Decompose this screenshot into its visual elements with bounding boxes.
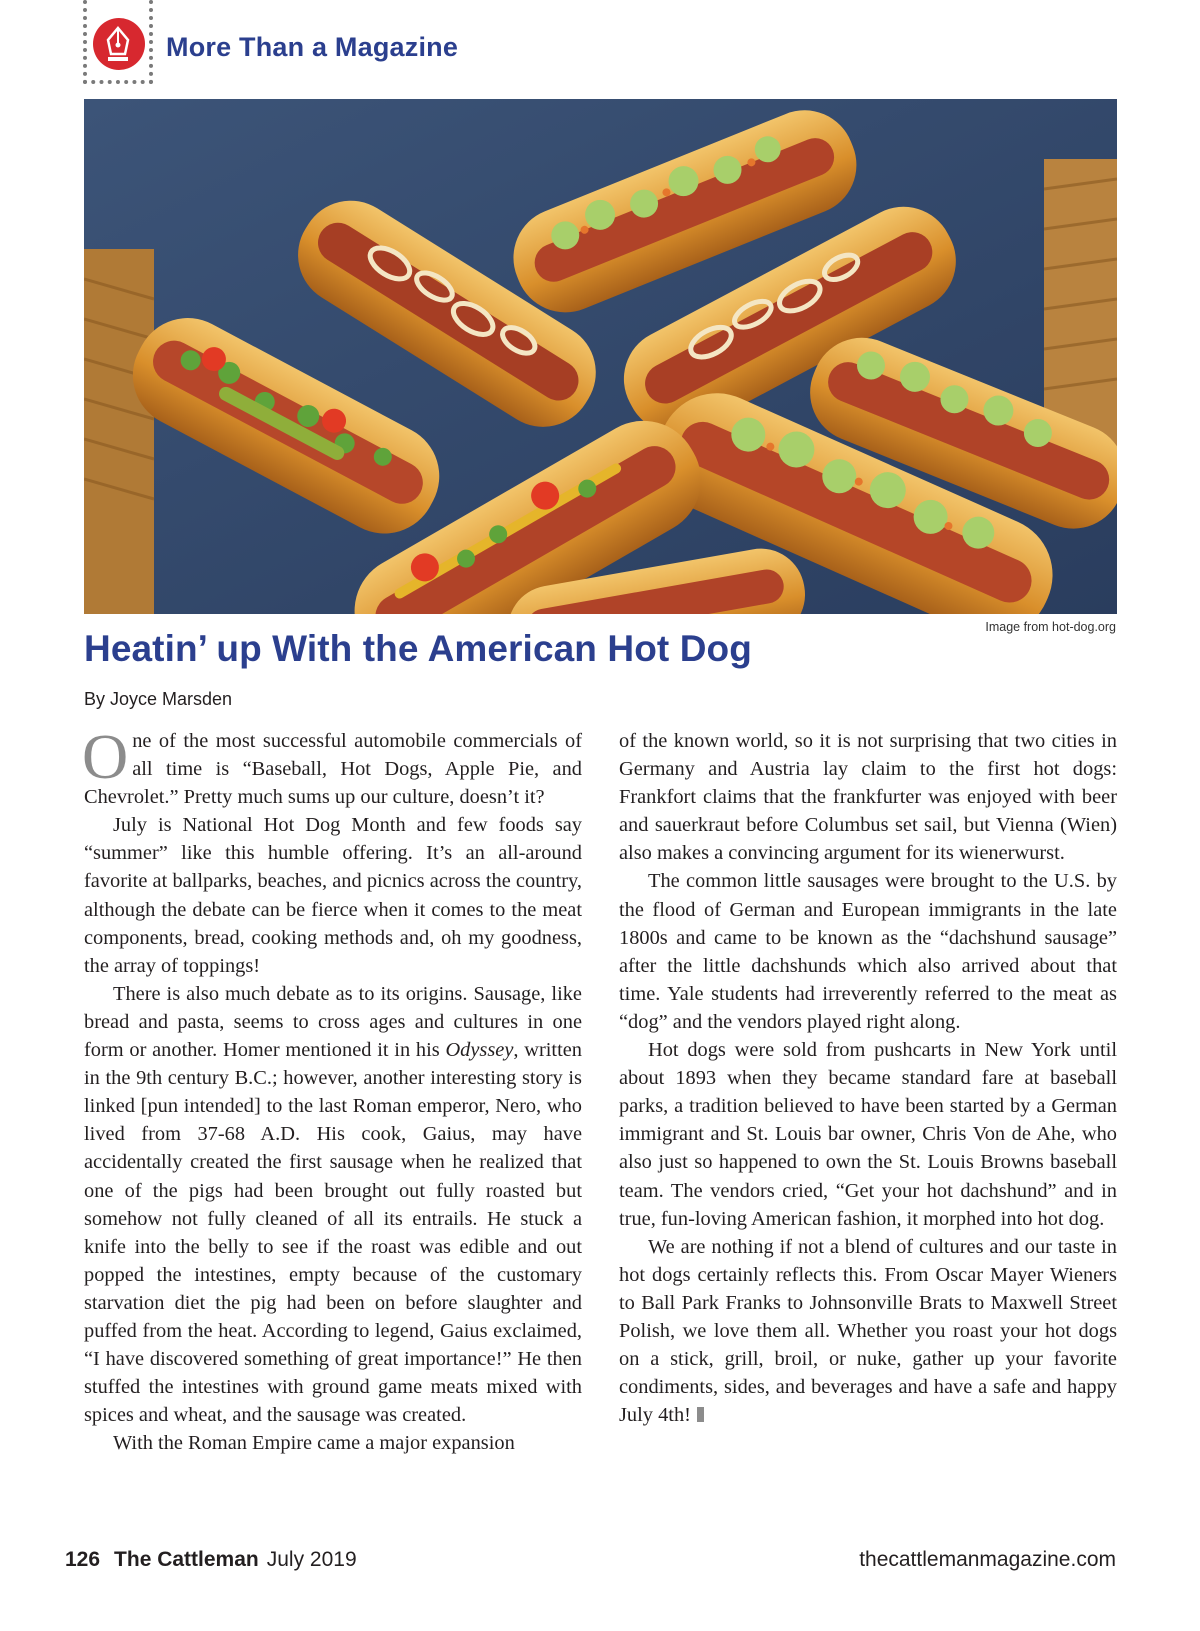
section-title: More Than a Magazine — [166, 32, 459, 62]
paragraph-3-italic: Odyssey — [445, 1039, 514, 1062]
paragraph-3 — [84, 980, 582, 1430]
drop-cap: O — [82, 721, 129, 792]
page-footer — [65, 1548, 357, 1572]
paragraph-4-continued: of the known world, so it is not surprising that two cities in Germany and Austria lay claim to the first hot dogs: Frankfort claims that the frankfurter was enjoyed with beer and sauerkraut before Columbus set sail, but Vienna (Wien) also makes a convincing argument for its wienerwurst. — [619, 730, 1117, 865]
paragraph-7-text: We are nothing if not a blend of cultures and our taste in hot dogs certainly reflects this. From Oscar Mayer Wieners to Ball Park Franks to Johnsonville Brats to Maxwell Street Polish, we love them all. Whether you roast your hot dogs on a stick, grill, broil, or nuke, gather up your favorite condiments, sides, and beverages and have a safe and happy July 4th! — [619, 1235, 1117, 1427]
magazine-name: The Cattleman — [114, 1548, 259, 1571]
article-column-right — [619, 727, 1117, 1429]
paragraph-1 — [82, 721, 582, 811]
paragraph-4: With the Roman Empire came a major expansion — [113, 1432, 515, 1455]
website-url: thecattlemanmagazine.com — [859, 1548, 1116, 1571]
photo-credit: Image from hot-dog.org — [985, 620, 1116, 634]
article-byline: By Joyce Marsden — [84, 689, 233, 709]
end-of-article-mark — [697, 1407, 704, 1422]
issue-date: July 2019 — [266, 1548, 357, 1571]
paragraph-3-text-end: , written in the 9th century B.C.; however, another interesting story is linked [pun intended] to the last Roman emperor, Nero, who lived from 37-68 A.D. His cook, Gaius, may have accidentally created the first sausage when he realized that one of the pigs had been brought out fully roasted but somehow not fully cleaned of all its entrails. He stuck a knife into the belly to see if the roast was edible and out popped the intestines, empty because of the customary starvation diet the pig had been on before slaughter and puffed from the heat. According to legend, Gaius exclaimed, “I have discovered something of great importance!” He then stuffed the intestines with ground game meats mixed with spices and wheat, and the sausage was created. — [84, 1039, 582, 1427]
paragraph-7 — [619, 1233, 1117, 1430]
paragraph-3-text-start: There is also much debate as to its origins. Sausage, like bread and pasta, seems to cross ages and cultures in one form or another. Homer mentioned it in his — [84, 982, 582, 1062]
article-column-left — [82, 721, 582, 1457]
paragraph-1-text: ne of the most successful automobile commercials of all time is “Baseball, Hot Dogs, Apple Pie, and Chevrolet.” Pretty much sums up our culture, doesn’t it? — [84, 730, 582, 809]
page-number: 126 — [65, 1548, 101, 1571]
pen-nib-icon — [87, 0, 157, 84]
section-badge — [83, 0, 153, 84]
hot-dogs-photo — [84, 99, 1117, 614]
article-headline: Heatin’ up With the American Hot Dog — [84, 628, 752, 669]
paragraph-5: The common little sausages were brought to the U.S. by the flood of German and European immigrants in the late 1800s and came to be known as the “dachshund sausage” after the little dachshunds which also arrived about that time. Yale students had irreverently referred to the meat as “dog” and the vendors played right along. — [619, 870, 1117, 1033]
paragraph-6: Hot dogs were sold from pushcarts in New York until about 1893 when they became standard fare at baseball parks, a tradition believed to have been started by a German immigrant and St. Louis bar owner, Chris Von de Ahe, who also just so happened to own the St. Louis Browns baseball team. The vendors cried, “Get your hot dachshund” and in true, fun-loving American fashion, it morphed into hot dog. — [619, 1039, 1117, 1230]
paragraph-2: July is National Hot Dog Month and few foods say “summer” like this humble offering. It’s an all-around favorite at ballparks, beaches, and picnics across the country, although the debate can be fierce when it comes to the meat components, bread, cooking methods and, oh my goodness, the array of toppings! — [84, 814, 582, 977]
hot-dogs-illustration — [84, 99, 1117, 614]
